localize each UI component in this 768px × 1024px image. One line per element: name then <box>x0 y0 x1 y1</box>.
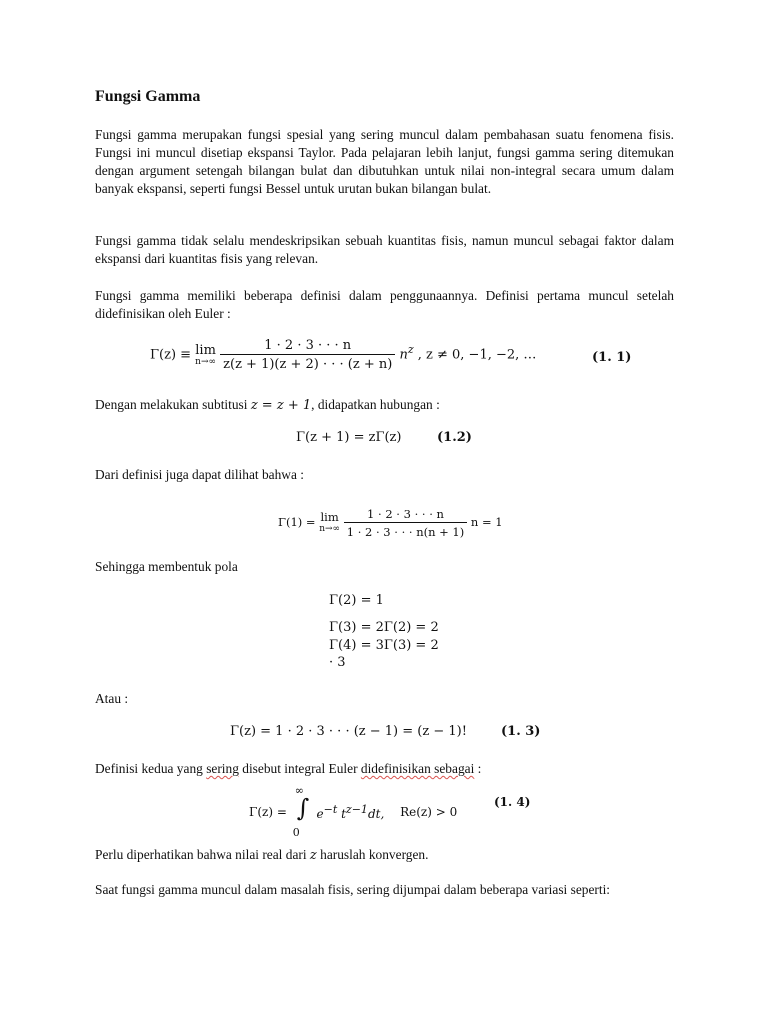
gamma1-limit <box>319 512 340 534</box>
equation-1-3-label: (1. 3) <box>501 724 541 739</box>
gamma1-fraction <box>344 507 468 539</box>
paragraph-or: Atau : <box>95 691 129 706</box>
integral-symbol: ∫ <box>296 794 310 822</box>
eq11-fraction <box>220 338 395 372</box>
paragraph-euler-definition: Fungsi gamma memiliki beberapa definisi dalam penggunaannya. Definisi pertama muncul setelah didefinisikan oleh Euler : <box>95 288 674 321</box>
paragraph-pattern-intro: Sehingga membentuk pola <box>95 559 238 574</box>
second-def-pre: Definisi kedua yang <box>95 761 207 776</box>
integral-sign <box>291 784 313 839</box>
equation-1-3: Γ(z) = 1 · 2 · 3 · · · (z − 1) = (z − 1)! <box>230 724 467 739</box>
eq14-integrand <box>316 803 385 821</box>
eq11-tail-sup: z <box>407 343 414 357</box>
gamma1-denominator: 1 · 2 · 3 · · · n(n + 1) <box>346 525 465 539</box>
eq14-lhs: Γ(z) = <box>249 805 291 819</box>
eq11-condition: , z ≠ 0, −1, −2, … <box>417 347 537 363</box>
substitution-prefix: Dengan melakukan subtitusi <box>95 397 251 412</box>
eq14-condition: Re(z) > 0 <box>400 805 458 819</box>
integral-lower-limit: 0 <box>292 826 300 839</box>
paragraph-variations: Saat fungsi gamma muncul dalam masalah fisis, sering dijumpai dalam beberapa variasi seperti: <box>95 882 611 897</box>
second-def-mid: disebut integral Euler <box>238 761 361 776</box>
convergence-suffix: haruslah konvergen. <box>316 847 429 862</box>
paragraph-substitution <box>95 396 440 415</box>
eq11-lhs: Γ(z) ≡ <box>150 347 196 363</box>
eq11-numerator: 1 · 2 · 3 · · · n <box>220 338 395 355</box>
paragraph-convergence <box>95 846 428 865</box>
paragraph-second-definition <box>95 760 481 778</box>
gamma1-lim: lim <box>320 510 339 525</box>
equation-1-4-label: (1. 4) <box>494 795 531 809</box>
substitution-suffix: , didapatkan hubungan : <box>311 397 440 412</box>
gamma1-lhs: Γ(1) = <box>278 515 320 529</box>
eq14-exp1: −t <box>323 803 338 816</box>
gamma1-numerator: 1 · 2 · 3 · · · n <box>344 507 468 523</box>
integral-upper-limit: ∞ <box>294 784 304 797</box>
equation-1-1-label: (1. 1) <box>592 350 632 365</box>
eq11-limit <box>195 344 216 367</box>
eq14-dt: dt, <box>367 807 385 821</box>
equation-gamma-1 <box>278 507 503 539</box>
paragraph-from-definition: Dari definisi juga dapat dilihat bahwa : <box>95 467 304 482</box>
equation-1-1 <box>150 338 536 372</box>
eq11-denominator: z(z + 1)(z + 2) · · · (z + n) <box>223 357 393 372</box>
convergence-math: z <box>309 848 317 863</box>
eq14-exp2: z−1 <box>345 803 368 816</box>
eq14-t: t <box>337 807 346 821</box>
pattern-line-2: Γ(3) = 2Γ(2) = 2 <box>329 620 439 635</box>
eq11-lim-sub: n→∞ <box>195 356 217 367</box>
convergence-prefix: Perlu diperhatikan bahwa nilai real dari <box>95 847 310 862</box>
spellcheck-word-sering[interactable]: sering <box>206 761 239 776</box>
paragraph-physical-quantity: Fungsi gamma tidak selalu mendeskripsikan sebuah kuantitas fisis, namun muncul sebagai faktor dalam ekspansi dari kuantitas fisis yang relevan. <box>95 233 674 266</box>
pattern-line-3: Γ(4) = 3Γ(3) = 2 <box>329 638 439 653</box>
equation-1-2: Γ(z + 1) = zΓ(z) <box>296 430 402 445</box>
substitution-math: z = z + 1 <box>250 398 312 413</box>
gamma1-lim-sub: n→∞ <box>319 523 341 534</box>
pattern-line-4: · 3 <box>329 655 346 670</box>
spellcheck-phrase-didefinisikan[interactable]: didefinisikan sebagai <box>360 761 475 776</box>
eq14-e: e <box>316 807 324 821</box>
paragraph-intro: Fungsi gamma merupakan fungsi spesial yang sering muncul dalam pembahasan suatu fenomena fisis. Fungsi ini muncul disetiap ekspansi Taylor. Pada pelajaran lebih lanjut, fungsi gamma sering ditemukan dengan argument setengah bilangan bulat dan dibutuhkan untuk nilai non-integral secara umum dalam banyak ekspansi, seperti fungsi Bessel untuk urutan bukan bilangan bulat. <box>95 127 674 196</box>
page-title: Fungsi Gamma <box>95 88 201 105</box>
eq11-tail: n <box>399 347 408 363</box>
pattern-line-1: Γ(2) = 1 <box>329 593 384 608</box>
gamma1-rhs: n = 1 <box>470 515 503 529</box>
equation-1-2-label: (1.2) <box>437 430 472 445</box>
equation-1-4 <box>249 784 458 839</box>
second-def-end: : <box>474 761 482 776</box>
eq11-lim: lim <box>195 342 216 358</box>
